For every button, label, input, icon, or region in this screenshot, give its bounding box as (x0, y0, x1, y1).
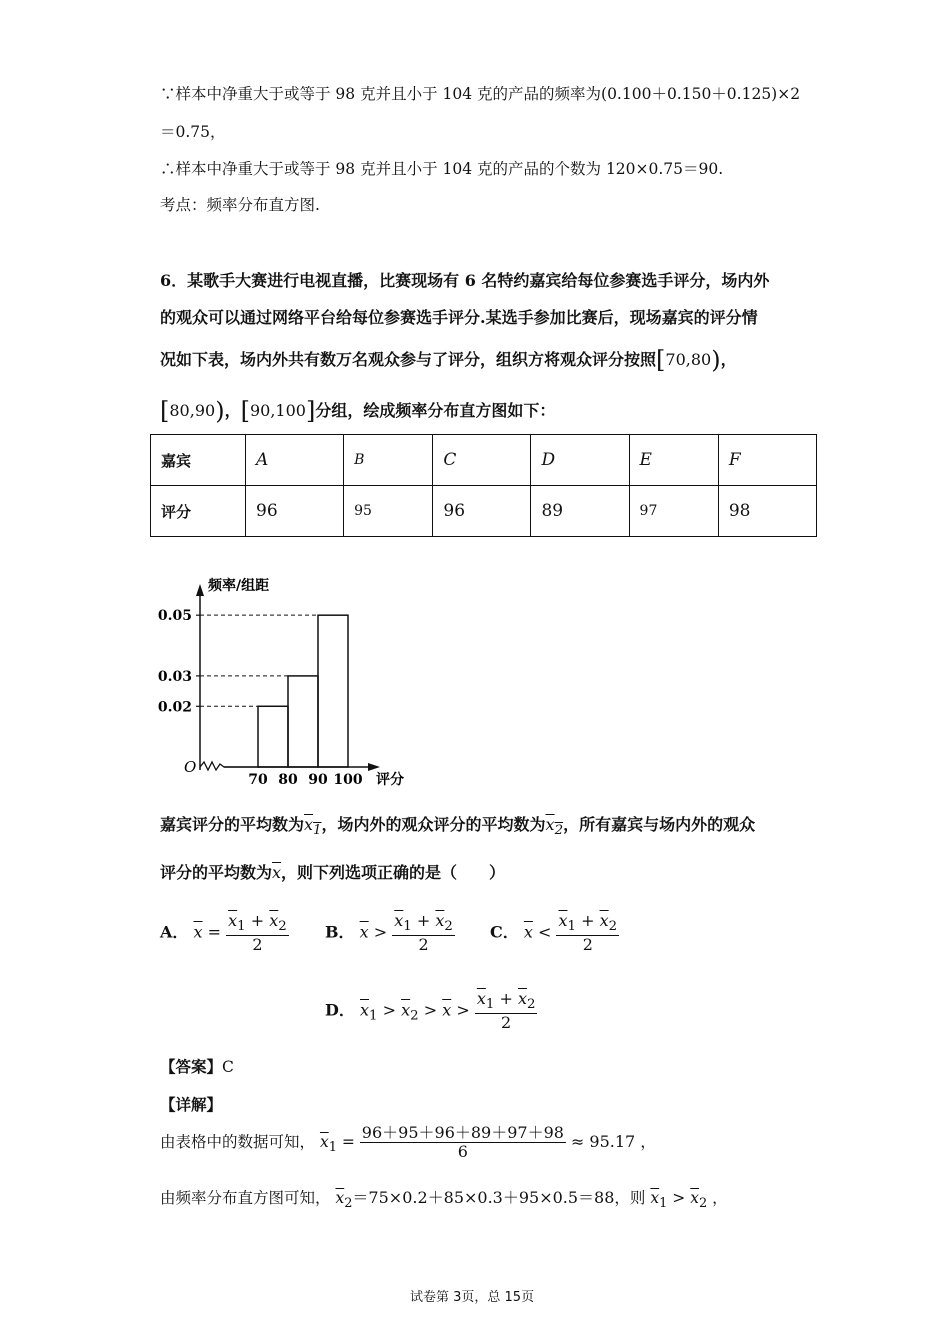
score-cell: 95 (344, 486, 433, 537)
x-tick-label: 70 (248, 772, 268, 788)
page-footer: 试卷第 3页，总 15页 (410, 1290, 535, 1305)
x-axis-label: 评分 (376, 772, 404, 788)
stem-line-1 (160, 812, 755, 838)
judge-cell: B (344, 435, 433, 486)
answer-label: 【答案】 (160, 1057, 223, 1076)
question-line-3-end: ， (720, 350, 737, 369)
y-axis-label: 频率/组距 (208, 578, 270, 594)
x-axis-break (200, 762, 260, 770)
table-header-judge: 嘉宾 (151, 435, 246, 486)
x-tick-label: 100 (333, 772, 363, 788)
mean-fraction: $\frac{96+95+96+89+97+98}{6}$ (361, 1123, 564, 1162)
question-line-3-text: 况如下表，场内外共有数万名观众参与了评分，组织方将观众评分按照 (160, 350, 657, 369)
x-tick-label: 80 (278, 772, 298, 788)
histogram-bar (318, 615, 348, 767)
table-row-scores (151, 486, 817, 537)
option-b[interactable]: B． $\overline{x}$ > $\frac{\overline{x}_1 + \overline{x}_2}{2}$ (325, 911, 453, 954)
judge-cell: A (246, 435, 344, 486)
x-tick-label: 90 (308, 772, 328, 788)
stem-text: ，所有嘉宾与场内外的观众 (563, 815, 756, 834)
answer-line (160, 1055, 234, 1077)
question-line-4-text: 分组，绘成频率分布直方图如下： (315, 401, 556, 420)
table-header-score: 评分 (151, 486, 246, 537)
y-tick-label: 0.05 (157, 608, 192, 625)
score-cell: 89 (531, 486, 629, 537)
frequency-histogram (150, 570, 410, 790)
solution-line-2: ＝0.75， (160, 123, 226, 141)
interval-70-80: 70,80 (665, 350, 712, 369)
option-a[interactable]: A． $\overline{x}$ = $\frac{\overline{x}_1 + \overline{x}_2}{2}$ (160, 911, 287, 954)
detail-line-1: 由表格中的数据可知， $\overline{x}_1$ = $\frac{96+95+96+89+97+98}{6}$ ≈ 95.17 ， (160, 1123, 657, 1162)
option-c[interactable]: C． $\overline{x}$ < $\frac{\overline{x}_1 + \overline{x}_2}{2}$ (490, 911, 618, 954)
mean-x1: $x_1$ (304, 815, 322, 839)
detail-label: 【详解】 (160, 1095, 223, 1114)
question-line-3: 况如下表，场内外共有数万名观众参与了评分，组织方将观众评分按照[70,80)， (160, 346, 737, 374)
y-tick-label: 0.02 (157, 699, 192, 716)
stem-text: ，则下列选项正确的是（ ） (281, 863, 506, 882)
score-cell: 96 (246, 486, 344, 537)
answer-value: C (222, 1058, 234, 1076)
judge-cell: E (629, 435, 718, 486)
solution-line-4: 考点：频率分布直方图. (160, 196, 320, 214)
y-axis-arrow (196, 584, 204, 596)
score-cell: 96 (433, 486, 531, 537)
y-tick-label: 0.03 (157, 668, 192, 685)
interval-separator: ， (224, 401, 241, 420)
origin-label: O (184, 758, 197, 776)
judge-cell: C (433, 435, 531, 486)
stem-text: ，场内外的观众评分的平均数为 (321, 815, 546, 834)
option-d[interactable]: D． $\overline{x}_1 > \overline{x}_2 > \overline{x}$ > $\frac{\overline{x}_1 + \overline{x}_2}{2}$ (325, 989, 536, 1032)
table-row-judges (151, 435, 817, 486)
score-cell: 97 (629, 486, 718, 537)
judge-score-table (150, 434, 817, 537)
question-line-4: [80,90)，[90,100]分组，绘成频率分布直方图如下： (160, 397, 556, 425)
x-axis-arrow (368, 763, 380, 771)
solution-line-3: ∴样本中净重大于或等于 98 克并且小于 104 克的产品的个数为 120×0.75＝90. (160, 160, 724, 178)
stem-text: 嘉宾评分的平均数为 (160, 815, 305, 834)
interval-80-90: 80,90 (169, 401, 216, 420)
mean-x2: $x_2$ (545, 815, 564, 839)
histogram-bar (258, 706, 288, 767)
detail-line-2: 由频率分布直方图可知， $\overline{x}_2=75\times 0.2+85\times 0.3+95\times 0.5=88$，则 $\overline{x}_1 > \overline{x}_2$ ， (160, 1188, 728, 1212)
question-line-1: 6．某歌手大赛进行电视直播，比赛现场有 6 名特约嘉宾给每位参赛选手评分，场内外 (160, 271, 770, 290)
mean-x: $\overline{x}$ (272, 863, 282, 882)
stem-text: 评分的平均数为 (160, 863, 273, 882)
histogram-bar (288, 676, 318, 767)
stem-line-2 (160, 860, 505, 883)
judge-cell: D (531, 435, 629, 486)
solution-line-1: ∵样本中净重大于或等于 98 克并且小于 104 克的产品的频率为(0.100＋0.150＋0.125)×2 (160, 85, 801, 103)
question-line-2: 的观众可以通过网络平台给每位参赛选手评分.某选手参加比赛后，现场嘉宾的评分情 (160, 308, 758, 327)
score-cell: 98 (718, 486, 816, 537)
interval-90-100: 90,100 (249, 401, 306, 420)
judge-cell: F (718, 435, 816, 486)
